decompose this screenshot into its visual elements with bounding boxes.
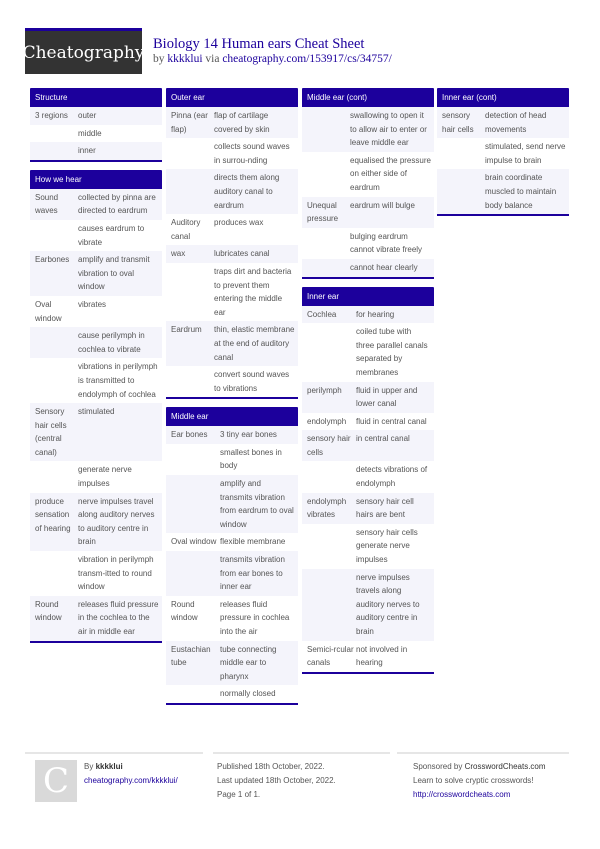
row-key: wax [171, 249, 186, 259]
section-title: Middle ear [166, 407, 298, 426]
row-value: collected by pinna are directed to eardrum [78, 192, 156, 216]
row-key: 3 regions [35, 111, 68, 120]
column-3 [302, 88, 434, 682]
row-value: equalised the pressure on either side of eardrum [350, 155, 431, 192]
table-row [30, 142, 162, 160]
row-key [302, 261, 348, 275]
row-key [30, 360, 76, 401]
row-value: transmits vibration from ear bones to inner ear [220, 555, 285, 592]
row-key: sensory hair cells [442, 111, 474, 134]
row-value: brain coordinate muscled to maintain body balance [485, 173, 557, 210]
column-2 [166, 88, 298, 713]
sponsor-tagline: Learn to solve cryptic crosswords! [413, 776, 534, 785]
row-key [302, 325, 354, 379]
table-row [30, 189, 162, 220]
table-row [166, 245, 298, 263]
table-row [166, 596, 298, 641]
row-key [166, 265, 212, 319]
row-value: amplify and transmit vibration to oval window [78, 255, 150, 292]
row-key: Oval window [171, 537, 217, 547]
row-value: convert sound waves to vibrations [214, 370, 290, 393]
logo-text: Cheatography [22, 42, 145, 63]
row-value: detects vibrations of endolymph [356, 465, 428, 489]
sponsor-name[interactable]: CrosswordCheats.com [464, 762, 546, 771]
row-value: cannot hear clearly [350, 262, 418, 272]
published-date: Published 18th October, 2022. [217, 762, 325, 771]
row-value: traps dirt and bacteria to prevent them entering the middle ear [214, 266, 292, 317]
row-value: directs them along auditory canal to eardrum [214, 173, 280, 210]
row-key: Earbones [35, 255, 70, 265]
section-title: Inner ear [302, 287, 434, 306]
table-row [166, 107, 298, 138]
table-row [302, 107, 434, 152]
table-row [166, 444, 298, 475]
row-value: bulging eardrum cannot vibrate freely [350, 231, 423, 255]
row-value: releases fluid pressure in cochlea into the air [220, 599, 290, 636]
table-row [166, 321, 298, 366]
section-title: Middle ear (cont) [302, 88, 434, 107]
table-row [166, 685, 298, 703]
table-row [166, 533, 298, 551]
table-row [166, 551, 298, 596]
row-value: outer [78, 111, 97, 120]
column-4 [437, 88, 569, 224]
row-key: Round window [35, 599, 62, 623]
table-row [30, 596, 162, 641]
section-title: Outer ear [166, 88, 298, 107]
table-row [302, 413, 434, 431]
row-value: collects sound waves in surrou-nding [214, 142, 290, 165]
row-key: Cochlea [307, 309, 337, 319]
table-row [30, 327, 162, 358]
section-title: Inner ear (cont) [437, 88, 569, 107]
page-header [22, 28, 580, 74]
cheatography-logo[interactable] [22, 28, 145, 74]
table-row [30, 125, 162, 143]
row-key [166, 553, 218, 594]
sheet-url-link[interactable]: cheatography.com/153917/cs/34757/ [222, 53, 392, 65]
table-row [30, 296, 162, 327]
row-value: 3 tiny ear bones [220, 430, 277, 440]
row-value: causes eardrum to vibrate [78, 223, 145, 247]
table-row [166, 138, 298, 169]
row-value: detection of head movements [485, 111, 547, 134]
page-title: Biology 14 Human ears Cheat Sheet [153, 36, 365, 52]
section-middle-ear-cont [302, 88, 434, 279]
by-label: by [153, 53, 165, 65]
table-row [166, 169, 298, 214]
row-key [302, 571, 354, 639]
table-row [302, 641, 434, 672]
section-structure [30, 88, 162, 162]
row-key: Sensory hair cells (central canal) [35, 407, 67, 457]
row-key: Auditory canal [171, 218, 201, 241]
sponsor-link[interactable]: http://crosswordcheats.com [413, 790, 511, 799]
row-value: fluid in central canal [356, 416, 427, 426]
row-value: sensory hair cell hairs are bent [356, 496, 414, 520]
page-count: Page 1 of 1. [217, 790, 261, 799]
row-key: sensory hair cells [307, 434, 351, 457]
table-row [166, 366, 298, 397]
row-key [302, 109, 348, 150]
row-value: flexible membrane [220, 537, 286, 547]
section-inner-ear-cont [437, 88, 569, 216]
table-row [437, 169, 569, 214]
row-key [166, 446, 218, 473]
table-row [166, 641, 298, 686]
table-row [302, 382, 434, 413]
row-value: tube connecting middle ear to pharynx [220, 644, 277, 681]
row-value: normally closed [220, 689, 276, 699]
row-value: nerve impulses travels along auditory nerves to auditory centre in brain [356, 572, 420, 636]
table-row [30, 220, 162, 251]
table-row [30, 107, 162, 125]
row-value: cause perilymph in cochlea to vibrate [78, 331, 145, 354]
row-key: Semici-rcular canals [307, 644, 354, 668]
row-value: vibrations in perilymph is transmitted to endolymph of cochlea [78, 362, 158, 399]
row-value: in central canal [356, 434, 410, 444]
row-key: perilymph [307, 385, 342, 395]
row-value: sensory hair cells generate nerve impulses [356, 527, 418, 565]
table-row [437, 138, 569, 169]
row-value: middle [78, 128, 102, 138]
row-value: eardrum will bulge [350, 200, 415, 210]
footer-dates [213, 752, 390, 812]
row-key [30, 127, 76, 141]
row-key: produce sensation of hearing [35, 496, 71, 533]
row-key [30, 553, 76, 594]
section-title: Structure [30, 88, 162, 107]
table-row [302, 323, 434, 381]
row-key: Oval window [35, 299, 62, 323]
table-row [302, 152, 434, 197]
section-title: How we hear [30, 170, 162, 189]
footer-author-name[interactable]: kkkklui [95, 762, 123, 771]
by-label: By [84, 762, 94, 771]
row-value: produces wax [214, 218, 264, 228]
row-value: stimulated [78, 407, 115, 417]
sponsored-label: Sponsored by [413, 762, 463, 771]
row-key: Round window [171, 599, 198, 623]
row-key [166, 171, 212, 212]
table-row [302, 306, 434, 324]
table-row [302, 430, 434, 461]
column-1 [30, 88, 162, 651]
row-key [166, 368, 212, 395]
table-row [30, 551, 162, 596]
table-row [302, 461, 434, 492]
row-value: generate nerve impulses [78, 465, 132, 489]
row-key: Unequal pressure [307, 200, 339, 224]
row-value: swallowing to open it to allow air to enter or leave middle ear [350, 111, 427, 148]
table-row [30, 358, 162, 403]
section-inner-ear [302, 287, 434, 674]
row-key [30, 463, 76, 490]
row-value: nerve impulses travel along auditory nerves to auditory centre in brain [78, 496, 155, 547]
table-row [302, 197, 434, 228]
row-key [30, 144, 76, 158]
table-row [30, 461, 162, 492]
updated-date: Last updated 18th October, 2022. [217, 776, 336, 785]
row-value: amplify and transmits vibration from eardrum to oval window [220, 479, 294, 529]
table-row [302, 524, 434, 569]
row-value: smallest bones in body [220, 447, 282, 471]
footer-author [25, 752, 203, 812]
byline [153, 52, 392, 67]
table-row [30, 493, 162, 551]
section-outer-ear [166, 88, 298, 399]
row-key: Pinna (ear flap) [171, 111, 208, 134]
row-value: releases fluid pressure in the cochlea to the air in middle ear [78, 599, 159, 636]
row-value: thin, elastic membrane at the end of auditory canal [214, 325, 295, 362]
row-key [166, 687, 218, 701]
row-key: endolymph vibrates [307, 496, 347, 520]
row-key [166, 477, 218, 531]
table-row [166, 263, 298, 321]
via-label: via [205, 53, 220, 65]
row-key: Ear bones [171, 430, 208, 440]
row-key [30, 222, 76, 249]
row-value: flap of cartilage covered by skin [214, 111, 270, 134]
row-value: lubricates canal [214, 249, 270, 259]
avatar: C [35, 760, 77, 802]
row-value: vibrates [78, 299, 107, 309]
table-row [302, 228, 434, 259]
row-key [437, 140, 483, 167]
row-value: inner [78, 146, 96, 156]
row-key: Sound waves [35, 192, 59, 216]
row-key [437, 171, 483, 212]
footer-sponsor [397, 752, 569, 812]
author-link[interactable]: kkkklui [167, 53, 203, 65]
table-row [437, 107, 569, 138]
row-value: stimulated, send nerve impulse to brain [485, 142, 566, 165]
title-block [153, 36, 392, 67]
table-row [302, 493, 434, 524]
table-row [30, 403, 162, 461]
author-profile-link[interactable]: cheatography.com/kkkklui/ [84, 776, 178, 785]
row-key: Eustachian tube [171, 644, 211, 668]
table-row [30, 251, 162, 296]
section-middle-ear [166, 407, 298, 705]
section-how-we-hear [30, 170, 162, 643]
row-key: endolymph [307, 416, 347, 426]
table-row [302, 569, 434, 641]
row-value: not involved in hearing [356, 644, 408, 668]
row-key [302, 526, 354, 567]
page-footer [25, 752, 580, 812]
row-key [302, 154, 348, 195]
row-key [166, 140, 212, 167]
row-value: vibration in perilymph transm-itted to round window [78, 555, 154, 592]
row-value: fluid in upper and lower canal [356, 385, 418, 409]
row-key [302, 230, 348, 257]
table-row [166, 475, 298, 533]
row-key [30, 329, 76, 356]
row-key [302, 463, 354, 490]
table-row [166, 214, 298, 245]
row-value: for hearing [356, 309, 395, 319]
table-row [302, 259, 434, 277]
row-key: Eardrum [171, 325, 202, 335]
table-row [166, 426, 298, 444]
row-value: coiled tube with three parallel canals separated by membranes [356, 327, 428, 377]
